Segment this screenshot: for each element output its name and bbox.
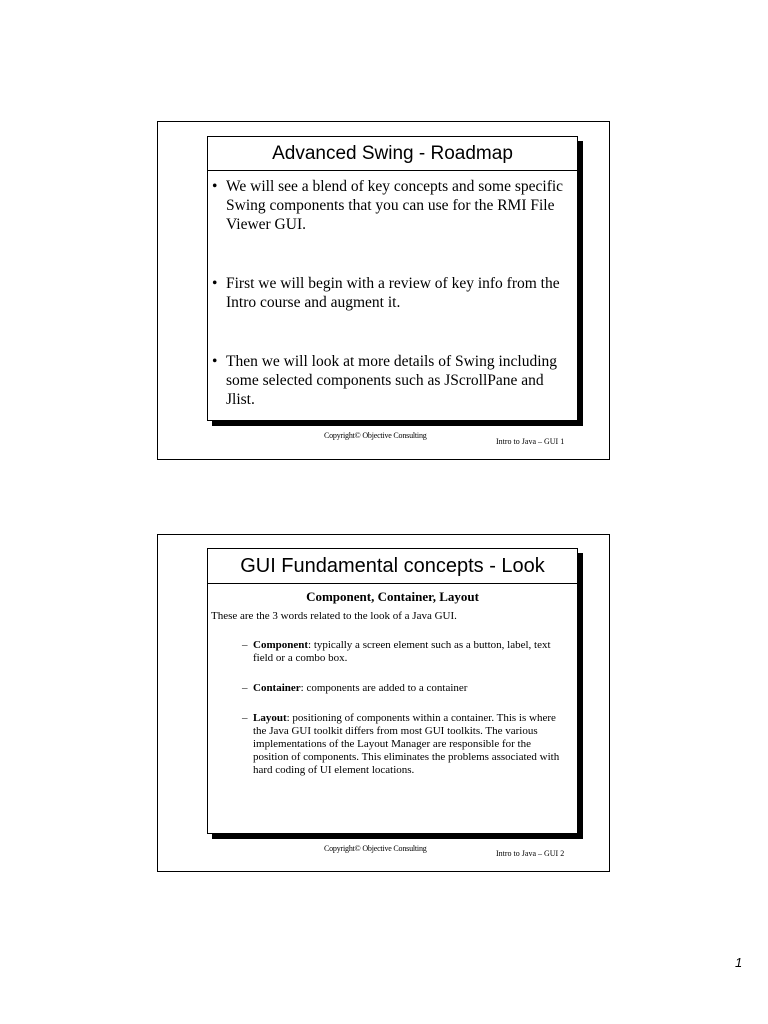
dash-symbol: – — [242, 639, 248, 651]
concept-item — [242, 682, 577, 695]
slide-2-content-box — [207, 548, 578, 834]
slide-2-copyright: Copyright© Objective Consulting — [324, 844, 427, 853]
bullet-text: First we will begin with a review of key info from the Intro course and augment it. — [226, 275, 560, 311]
bullet-symbol: • — [212, 353, 218, 370]
slide-2-intro: These are the 3 words related to the look of a Java GUI. — [211, 610, 457, 622]
slide-1-footer: Intro to Java – GUI 1 — [496, 437, 565, 446]
concept-term: Container — [253, 682, 301, 694]
slide-2-title: GUI Fundamental concepts - Look — [208, 549, 577, 584]
bullet-symbol: • — [212, 178, 218, 195]
slide-1-copyright: Copyright© Objective Consulting — [324, 431, 427, 440]
bullet-text: Then we will look at more details of Swing including some selected components such as JScrollPane and Jlist. — [226, 353, 558, 408]
slide-2-subheading: Component, Container, Layout — [306, 589, 479, 604]
slide-2 — [157, 534, 610, 872]
concept-term: Layout — [253, 712, 287, 724]
concept-text: : components are added to a container — [300, 682, 468, 694]
slide-2-concept-list — [208, 639, 577, 777]
concept-text: : positioning of components within a container. This is where the Java GUI toolkit differs from most GUI toolkits. The various implementations of the Layout Manager are responsible for the position of components. This eliminates the problems associated with hard coding of UI element locations. — [253, 712, 560, 776]
concept-text: : typically a screen element such as a button, label, text field or a combo box. — [253, 639, 551, 664]
slide-1 — [157, 121, 610, 460]
concept-item — [242, 712, 577, 777]
slide-1-title: Advanced Swing - Roadmap — [208, 137, 577, 171]
concept-term: Component — [253, 639, 309, 651]
bullet-text: We will see a blend of key concepts and some specific Swing components that you can use for the RMI File Viewer GUI. — [226, 178, 564, 233]
bullet-symbol: • — [212, 275, 218, 292]
bullet-item — [212, 352, 571, 409]
dash-symbol: – — [242, 682, 248, 694]
slide-1-bullet-list — [208, 171, 577, 409]
concept-item — [242, 639, 577, 665]
page-number: 1 — [735, 955, 743, 970]
dash-symbol: – — [242, 712, 248, 724]
slide-1-content-box — [207, 136, 578, 421]
bullet-item — [212, 274, 571, 312]
bullet-item — [212, 177, 571, 234]
slide-2-footer: Intro to Java – GUI 2 — [496, 849, 565, 858]
